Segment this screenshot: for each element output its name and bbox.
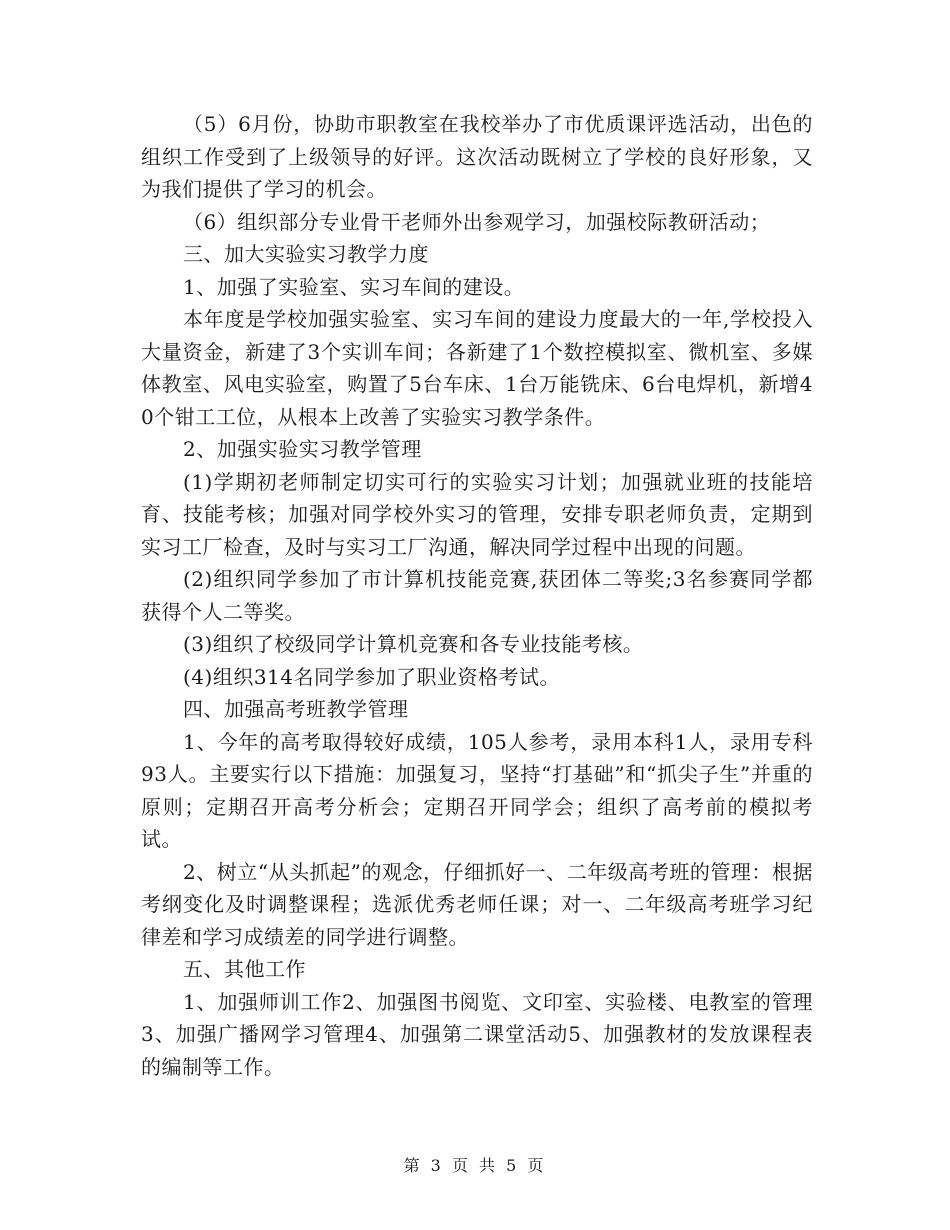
paragraph-exam-results: 1、今年的高考取得较好成绩，105人参考，录用本科1人，录用专科93人。主要实行以下措施：加强复习，坚持“打基础”和“抓尖子生”并重的原则；定期召开高考分析会；定期召开同学会；组织了高考前的模拟考试。 <box>141 729 813 851</box>
paragraph-management-1: (1)学期初老师制定切实可行的实验实习计划；加强就业班的技能培育、技能考核；加强对同学校外实习的管理，安排专职老师负责，定期到实习工厂检查，及时与实习工厂沟通，解决同学过程中出现的问题。 <box>141 469 813 559</box>
section-heading-5: 五、其他工作 <box>183 957 306 981</box>
subheading-lab-construction: 1、加强了实验室、实习车间的建设。 <box>183 274 525 299</box>
paragraph-lab-investment: 本年度是学校加强实验室、实习车间的建设力度最大的一年,学校投入大量资金，新建了3个实训车间；各新建了1个数控模拟室、微机室、多媒体教室、风电实验室，购置了5台车床、1台万能铣床、6台电焊机，新增40个钳工工位，从根本上改善了实验实习教学条件。 <box>141 307 813 429</box>
paragraph-management-4: (4)组织314名同学参加了职业资格考试。 <box>183 664 561 689</box>
paragraph-exam-management: 2、树立“从头抓起”的观念，仔细抓好一、二年级高考班的管理：根据考纲变化及时调整课程；选派优秀老师任课；对一、二年级高考班学习纪律差和学习成绩差的同学进行调整。 <box>141 859 813 949</box>
document-body <box>141 108 813 1083</box>
paragraph-management-3: (3)组织了校级同学计算机竞赛和各专业技能考核。 <box>183 632 644 656</box>
paragraph-management-2: (2)组织同学参加了市计算机技能竞赛,获团体二等奖;3名参赛同学都获得个人二等奖。 <box>141 567 813 624</box>
subheading-lab-management: 2、加强实验实习教学管理 <box>183 437 422 461</box>
section-heading-4: 四、加强高考班教学管理 <box>183 697 409 721</box>
section-heading-3: 三、加大实验实习教学力度 <box>183 242 429 266</box>
page-number-footer: 第 3 页 共 5 页 <box>403 1156 547 1175</box>
paragraph-item-5: （5）6月份，协助市职教室在我校举办了市优质课评选活动，出色的组织工作受到了上级领导的好评。这次活动既树立了学校的良好形象，又为我们提供了学习的机会。 <box>141 112 813 201</box>
paragraph-item-6: （6）组织部分专业骨干老师外出参观学习，加强校际教研活动； <box>183 209 771 234</box>
paragraph-other-work: 1、加强师训工作2、加强图书阅览、文印室、实验楼、电教室的管理3、加强广播网学习管理4、加强第二课堂活动5、加强教材的发放课程表的编制等工作。 <box>141 989 813 1079</box>
